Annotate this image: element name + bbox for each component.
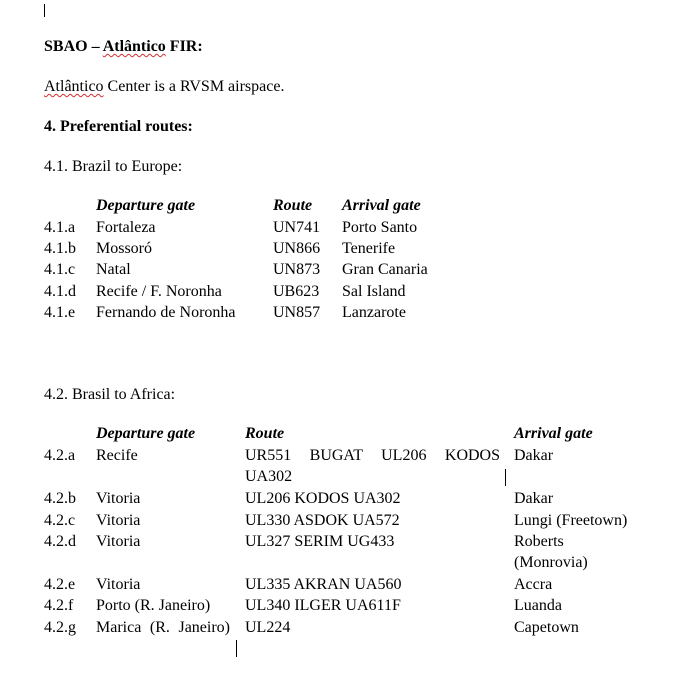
europe-header-arrival: Arrival gate	[342, 197, 421, 214]
row-id: 4.2.c	[44, 512, 76, 529]
heading-prefix: SBAO –	[44, 38, 103, 55]
row-departure: Fernando de Noronha	[96, 304, 236, 321]
row-arrival: Lungi (Freetown)	[514, 512, 628, 529]
row-route: UN741	[273, 219, 321, 236]
africa-title: 4.2. Brasil to Africa:	[44, 386, 176, 403]
row-departure: Vitoria	[96, 512, 141, 529]
row-id: 4.2.a	[44, 447, 76, 464]
heading-fir-name: Atlântico	[102, 38, 166, 55]
row-arrival: Dakar	[514, 447, 554, 464]
row-arrival: Roberts (Monrovia)	[514, 533, 588, 571]
africa-header-departure: Departure gate	[96, 425, 196, 442]
intro-name: Atlântico	[44, 78, 104, 95]
row-route: UR551 BUGAT UL206 KODOS UA302	[245, 447, 500, 485]
intro-paragraph	[44, 76, 284, 97]
row-route: UL335 AKRAN UA560	[245, 576, 402, 593]
row-route: UL330 ASDOK UA572	[245, 512, 400, 529]
africa-header-route: Route	[245, 425, 285, 442]
row-id: 4.1.b	[44, 240, 76, 257]
row-arrival: Tenerife	[342, 240, 396, 257]
europe-header-route: Route	[273, 197, 313, 214]
row-id: 4.1.c	[44, 261, 76, 278]
row-arrival: Capetown	[514, 619, 579, 636]
row-id: 4.2.b	[44, 490, 76, 507]
row-arrival: Gran Canaria	[342, 261, 428, 278]
intro-rest: Center is a RVSM airspace.	[103, 78, 285, 95]
europe-header-departure: Departure gate	[96, 197, 196, 214]
heading-suffix: FIR:	[165, 38, 203, 55]
row-id: 4.1.a	[44, 219, 76, 236]
row-arrival: Luanda	[514, 597, 562, 614]
text-cursor	[44, 4, 45, 17]
row-id: 4.2.g	[44, 619, 76, 636]
row-departure: Recife	[96, 447, 138, 464]
row-id: 4.2.d	[44, 533, 76, 550]
row-departure: Fortaleza	[96, 219, 156, 236]
row-arrival: Dakar	[514, 490, 554, 507]
africa-header-arrival: Arrival gate	[514, 425, 593, 442]
section-title: 4. Preferential routes:	[44, 118, 193, 135]
row-route: UB623	[273, 283, 320, 300]
row-id: 4.1.e	[44, 304, 76, 321]
text-cursor	[236, 640, 237, 657]
row-id: 4.2.f	[44, 597, 74, 614]
row-departure: Mossoró	[96, 240, 153, 257]
row-departure: Vitoria	[96, 576, 141, 593]
row-departure: Recife / F. Noronha	[96, 283, 222, 300]
row-departure: Vitoria	[96, 490, 141, 507]
row-departure: Vitoria	[96, 533, 141, 550]
row-route: UL327 SERIM UG433	[245, 533, 395, 550]
row-route: UN857	[273, 304, 321, 321]
row-arrival: Lanzarote	[342, 304, 406, 321]
row-route: UL224	[245, 619, 291, 636]
row-id: 4.1.d	[44, 283, 76, 300]
row-route: UN873	[273, 261, 321, 278]
row-departure: Natal	[96, 261, 131, 278]
europe-title: 4.1. Brazil to Europe:	[44, 158, 183, 175]
row-arrival: Accra	[514, 576, 553, 593]
row-arrival: Sal Island	[342, 283, 406, 300]
row-route: UL206 KODOS UA302	[245, 490, 401, 507]
row-route: UL340 ILGER UA611F	[245, 597, 401, 614]
row-departure: Porto (R. Janeiro)	[96, 597, 211, 614]
row-id: 4.2.e	[44, 576, 76, 593]
row-arrival: Porto Santo	[342, 219, 418, 236]
text-cursor	[505, 469, 506, 486]
row-route: UN866	[273, 240, 321, 257]
document-heading	[44, 36, 203, 57]
row-departure: Marica (R. Janeiro)	[96, 619, 230, 636]
